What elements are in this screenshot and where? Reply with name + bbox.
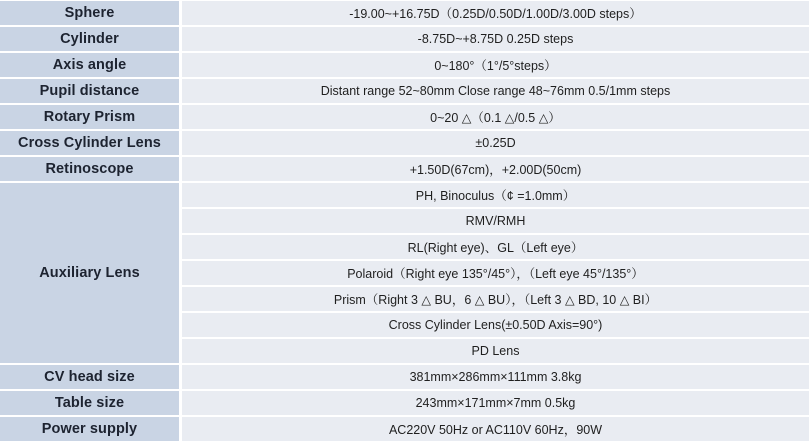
spec-label: Power supply: [0, 417, 182, 441]
spec-label: Sphere: [0, 1, 182, 25]
spec-label: Pupil distance: [0, 79, 182, 103]
spec-label: Cylinder: [0, 27, 182, 51]
spec-row-axis-angle: [0, 53, 809, 77]
spec-label-auxiliary-lens: Auxiliary Lens: [0, 183, 182, 363]
spec-row-cylinder: [0, 27, 809, 51]
auxiliary-item: Polaroid（Right eye 135°/45°），（Left eye 45°/135°）: [182, 261, 809, 285]
spec-label: CV head size: [0, 365, 182, 389]
spec-row-cross-cylinder-lens: [0, 131, 809, 155]
spec-label: Retinoscope: [0, 157, 182, 181]
spec-row-power-supply: [0, 417, 809, 441]
spec-value: -8.75D~+8.75D 0.25D steps: [182, 27, 809, 51]
spec-label: Rotary Prism: [0, 105, 182, 129]
spec-value: 381mm×286mm×111mm 3.8kg: [182, 365, 809, 389]
spec-row-retinoscope: [0, 157, 809, 181]
spec-value: -19.00~+16.75D（0.25D/0.50D/1.00D/3.00D steps）: [182, 1, 809, 25]
spec-row-cv-head-size: [0, 365, 809, 389]
auxiliary-item: Prism（Right 3 △ BU，6 △ BU），（Left 3 △ BD, 10 △ BI）: [182, 287, 809, 311]
spec-value: 0~180°（1°/5°steps）: [182, 53, 809, 77]
auxiliary-item: RMV/RMH: [182, 209, 809, 233]
auxiliary-item: RL(Right eye)、GL（Left eye）: [182, 235, 809, 259]
auxiliary-item: Cross Cylinder Lens(±0.50D Axis=90°): [182, 313, 809, 337]
spec-label: Axis angle: [0, 53, 182, 77]
spec-row-auxiliary-lens: [0, 183, 809, 207]
spec-label: Cross Cylinder Lens: [0, 131, 182, 155]
auxiliary-item: PD Lens: [182, 339, 809, 363]
spec-value: 243mm×171mm×7mm 0.5kg: [182, 391, 809, 415]
spec-row-rotary-prism: [0, 105, 809, 129]
spec-label: Table size: [0, 391, 182, 415]
spec-row-sphere: [0, 1, 809, 25]
spec-value: Distant range 52~80mm Close range 48~76mm 0.5/1mm steps: [182, 79, 809, 103]
spec-value: 0~20 △（0.1 △/0.5 △）: [182, 105, 809, 129]
spec-value: ±0.25D: [182, 131, 809, 155]
spec-row-table-size: [0, 391, 809, 415]
spec-row-pupil-distance: [0, 79, 809, 103]
spec-value: +1.50D(67cm)，+2.00D(50cm): [182, 157, 809, 181]
spec-value: AC220V 50Hz or AC110V 60Hz，90W: [182, 417, 809, 441]
auxiliary-item: PH, Binoculus（¢ =1.0mm）: [182, 183, 809, 207]
